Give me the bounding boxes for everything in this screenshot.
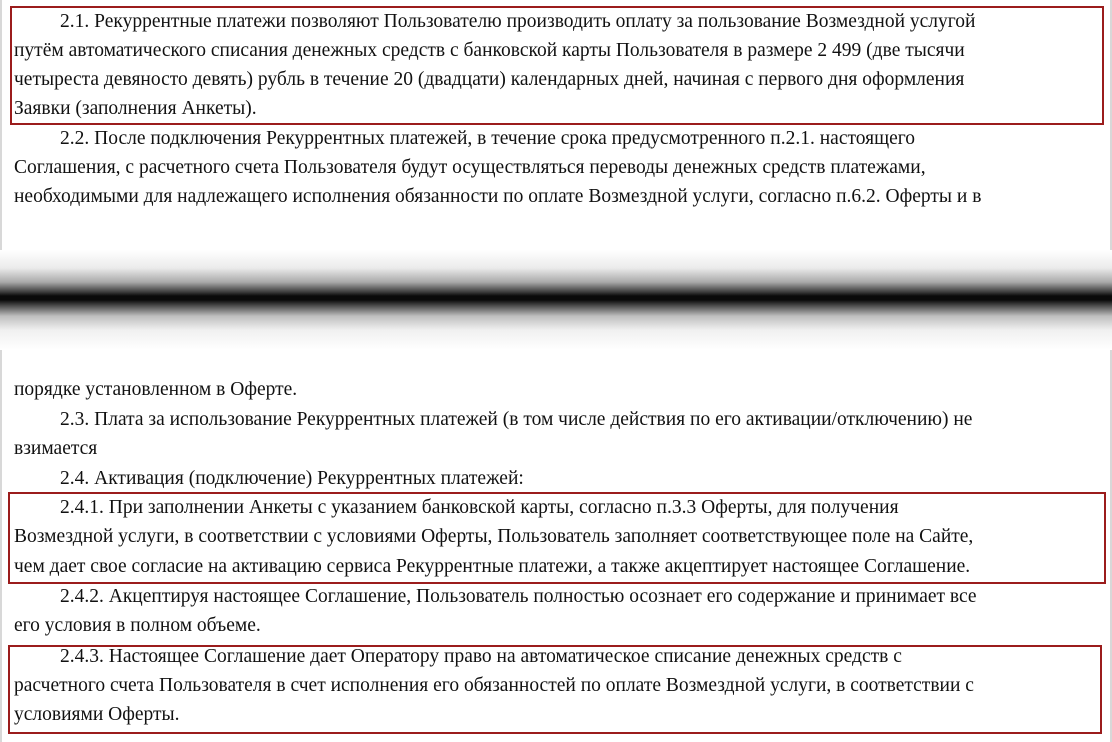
clause-2-4-3-line-2: расчетного счета Пользователя в счет исполнения его обязанностей по оплате Возмездной услуги, в соответствии с	[14, 675, 974, 696]
clause-2-1-line-3: четыреста девяносто девять) рубль в течение 20 (двадцати) календарных дней, начиная с первого дня оформления	[14, 69, 965, 90]
clause-2-2-line-1: 2.2. После подключения Рекуррентных платежей, в течение срока предусмотренного п.2.1. настоящего	[60, 128, 916, 149]
clause-2-4-3-line-3: условиями Оферты.	[14, 704, 180, 725]
clause-2-4-2-line-1: 2.4.2. Акцептируя настоящее Соглашение, Пользователь полностью осознает его содержание и принимает все	[60, 586, 977, 607]
clause-2-4-1-line-1: 2.4.1. При заполнении Анкеты с указанием банковской карты, согласно п.3.3 Оферты, для получения	[60, 497, 899, 518]
clause-2-2-line-4: порядке установленном в Оферте.	[14, 379, 298, 400]
clause-2-2-line-2: Соглашения, с расчетного счета Пользователя будут осуществляться переводы денежных средств платежами,	[14, 157, 926, 178]
clause-2-4-heading: 2.4. Активация (подключение) Рекуррентных платежей:	[60, 468, 524, 489]
clause-2-4-1-line-2: Возмездной услуги, в соответствии с условиями Оферты, Пользователь заполняет соответствующее поле на Сайте,	[14, 526, 974, 547]
clause-2-1-line-2: путём автоматического списания денежных средств с банковской карты Пользователя в размере 2 499 (две тысячи	[14, 40, 965, 61]
clause-2-1-line-1: 2.1. Рекуррентные платежи позволяют Пользователю производить оплату за пользование Возмездной услугой	[60, 11, 976, 32]
clause-2-4-3-line-1: 2.4.3. Настоящее Соглашение дает Оператору право на автоматическое списание денежных средств с	[60, 646, 902, 667]
page-edge-left	[0, 0, 2, 742]
clause-2-4-2-line-2: его условия в полном объеме.	[14, 615, 261, 636]
page-break-divider	[0, 250, 1112, 350]
clause-2-3-line-2: взимается	[14, 438, 98, 459]
clause-2-3-line-1: 2.3. Плата за использование Рекуррентных платежей (в том числе действия по его активации/отключению) не	[60, 409, 973, 430]
clause-2-4-1-line-3: чем дает свое согласие на активацию сервиса Рекуррентные платежи, а также акцептирует настоящее Соглашение.	[14, 556, 971, 577]
clause-2-2-line-3: необходимыми для надлежащего исполнения обязанности по оплате Возмездной услуги, согласно п.6.2. Оферты и в	[14, 186, 982, 207]
clause-2-1-line-4: Заявки (заполнения Анкеты).	[14, 98, 257, 119]
